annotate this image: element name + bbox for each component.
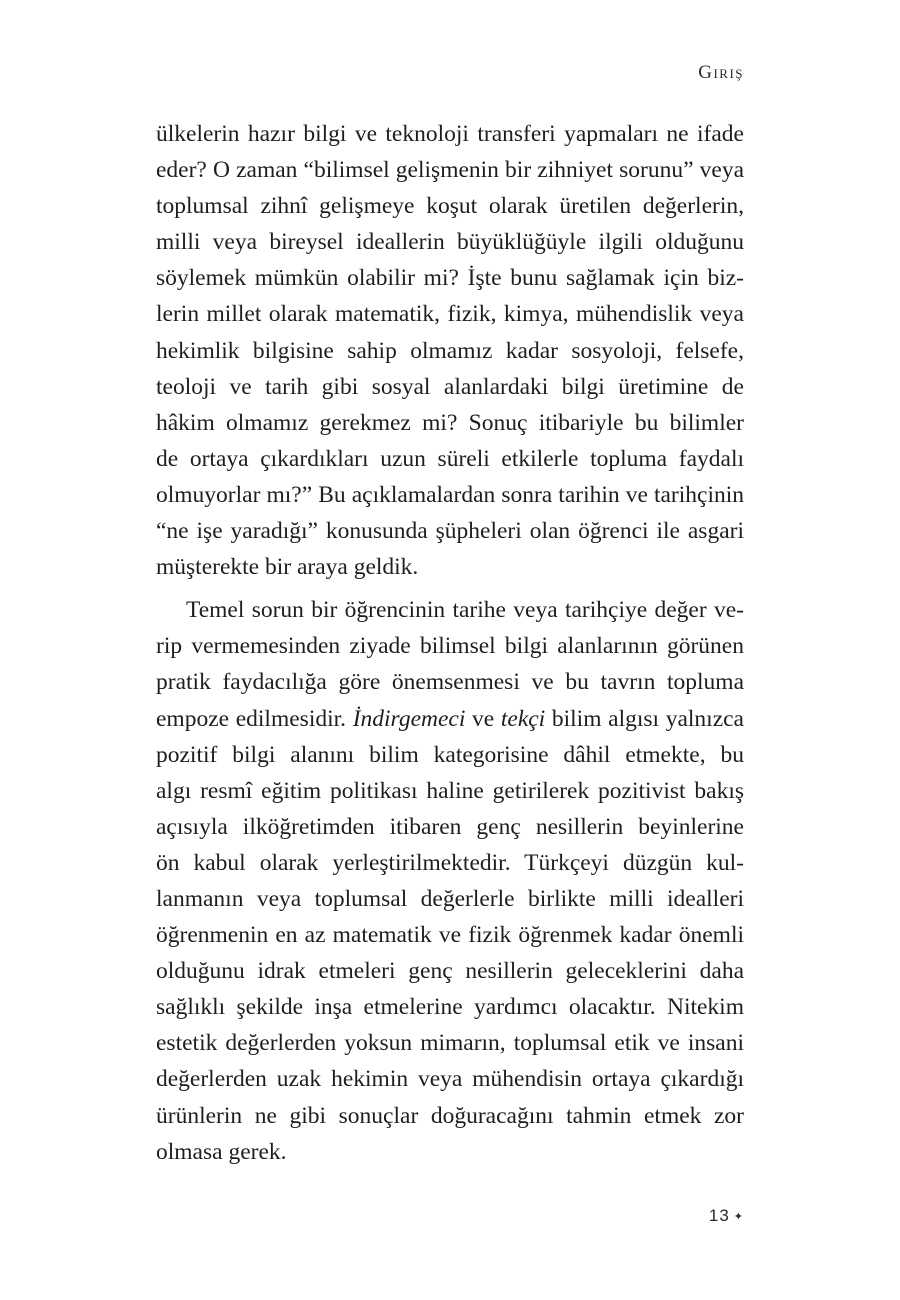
text-line: estetik değerlerden yoksun mimarın, toplumsal etik ve insani xyxy=(156,1030,744,1057)
text-line: lanmanın veya toplumsal değerlerle birlikte milli idealleri xyxy=(156,885,744,912)
text-line: pratik faydacılığa göre önemsenmesi ve bu tavrın topluma xyxy=(156,669,744,696)
text-line: değerlerden uzak hekimin veya mühendisin ortaya çıkardığı xyxy=(156,1066,744,1093)
text-line: teoloji ve tarih gibi sosyal alanlardaki bilgi üretimine de xyxy=(156,373,744,400)
text-line: milli veya bireysel ideallerin büyüklüğüyle ilgili olduğunu xyxy=(156,229,744,256)
page-number-text: 13 xyxy=(708,1206,730,1225)
emphasis-monist: tekçi xyxy=(500,705,546,732)
paragraph-spacer xyxy=(156,585,744,592)
text-line: lerin millet olarak matematik, fizik, kimya, mühendislik veya xyxy=(156,301,744,328)
text-line: sağlıklı şekilde inşa etmelerine yardımcı olacaktır. Nitekim xyxy=(156,994,744,1021)
text-line: söylemek mümkün olabilir mi? İşte bunu sağlamak için biz- xyxy=(156,265,744,292)
text-line: toplumsal zihnî gelişmeye koşut olarak üretilen değerlerin, xyxy=(156,193,744,220)
paragraph-2 xyxy=(156,592,744,1170)
text-line: olmuyorlar mı?” Bu açıklamalardan sonra tarihin ve tarihçinin xyxy=(156,481,744,508)
text-run: ve xyxy=(465,705,501,732)
text-line: olduğunu idrak etmeleri genç nesillerin geleceklerini daha xyxy=(156,958,744,985)
text-line: hâkim olmamız gerekmez mi? Sonuç itibariyle bu bilimler xyxy=(156,409,744,436)
text-line: ülkelerin hazır bilgi ve teknoloji transferi yapmaları ne ifade xyxy=(156,121,744,147)
text-line: eder? O zaman “bilimsel gelişmenin bir zihniyet sorunu” veya xyxy=(156,157,744,184)
emphasis-reductionist: İndirgemeci xyxy=(352,705,466,732)
text-line: Temel sorun bir öğrencinin tarihe veya tarihçiye değer ve- xyxy=(186,597,744,624)
text-line: rip vermemesinden ziyade bilimsel bilgi alanlarının görünen xyxy=(156,633,744,660)
text-line: algı resmî eğitim politikası haline getirilerek pozitivist bakış xyxy=(156,777,744,804)
text-run: bilim algısı yalnızca xyxy=(545,705,744,732)
page-number xyxy=(709,1206,744,1226)
text-line: olmasa gerek. xyxy=(156,1138,287,1165)
text-line: de ortaya çıkardıkları uzun süreli etkilerle topluma faydalı xyxy=(156,445,744,472)
text-line: ürünlerin ne gibi sonuçlar doğuracağını tahmin etmek zor xyxy=(156,1102,744,1129)
star-ornament-icon: ✦ xyxy=(733,1211,744,1223)
running-head: Giriş xyxy=(698,62,744,83)
text-run: empoze edilmesidir. xyxy=(156,705,353,732)
body-text xyxy=(156,116,744,1170)
text-line: öğrenmenin en az matematik ve fizik öğrenmek kadar önemli xyxy=(156,922,744,949)
text-line: pozitif bilgi alanını bilim kategorisine dâhil etmekte, bu xyxy=(156,741,744,768)
text-line: “ne işe yaradığı” konusunda şüpheleri olan öğrenci ile asgari xyxy=(156,518,744,545)
text-line-with-emphasis xyxy=(156,701,744,737)
text-line: ön kabul olarak yerleştirilmektedir. Türkçeyi düzgün kul- xyxy=(156,849,744,876)
text-line: hekimlik bilgisine sahip olmamız kadar sosyoloji, felsefe, xyxy=(156,337,744,364)
paragraph-1 xyxy=(156,116,744,585)
text-line: açısıyla ilköğretimden itibaren genç nesillerin beyinlerine xyxy=(156,813,744,840)
text-line: müşterekte bir araya geldik. xyxy=(156,554,419,581)
